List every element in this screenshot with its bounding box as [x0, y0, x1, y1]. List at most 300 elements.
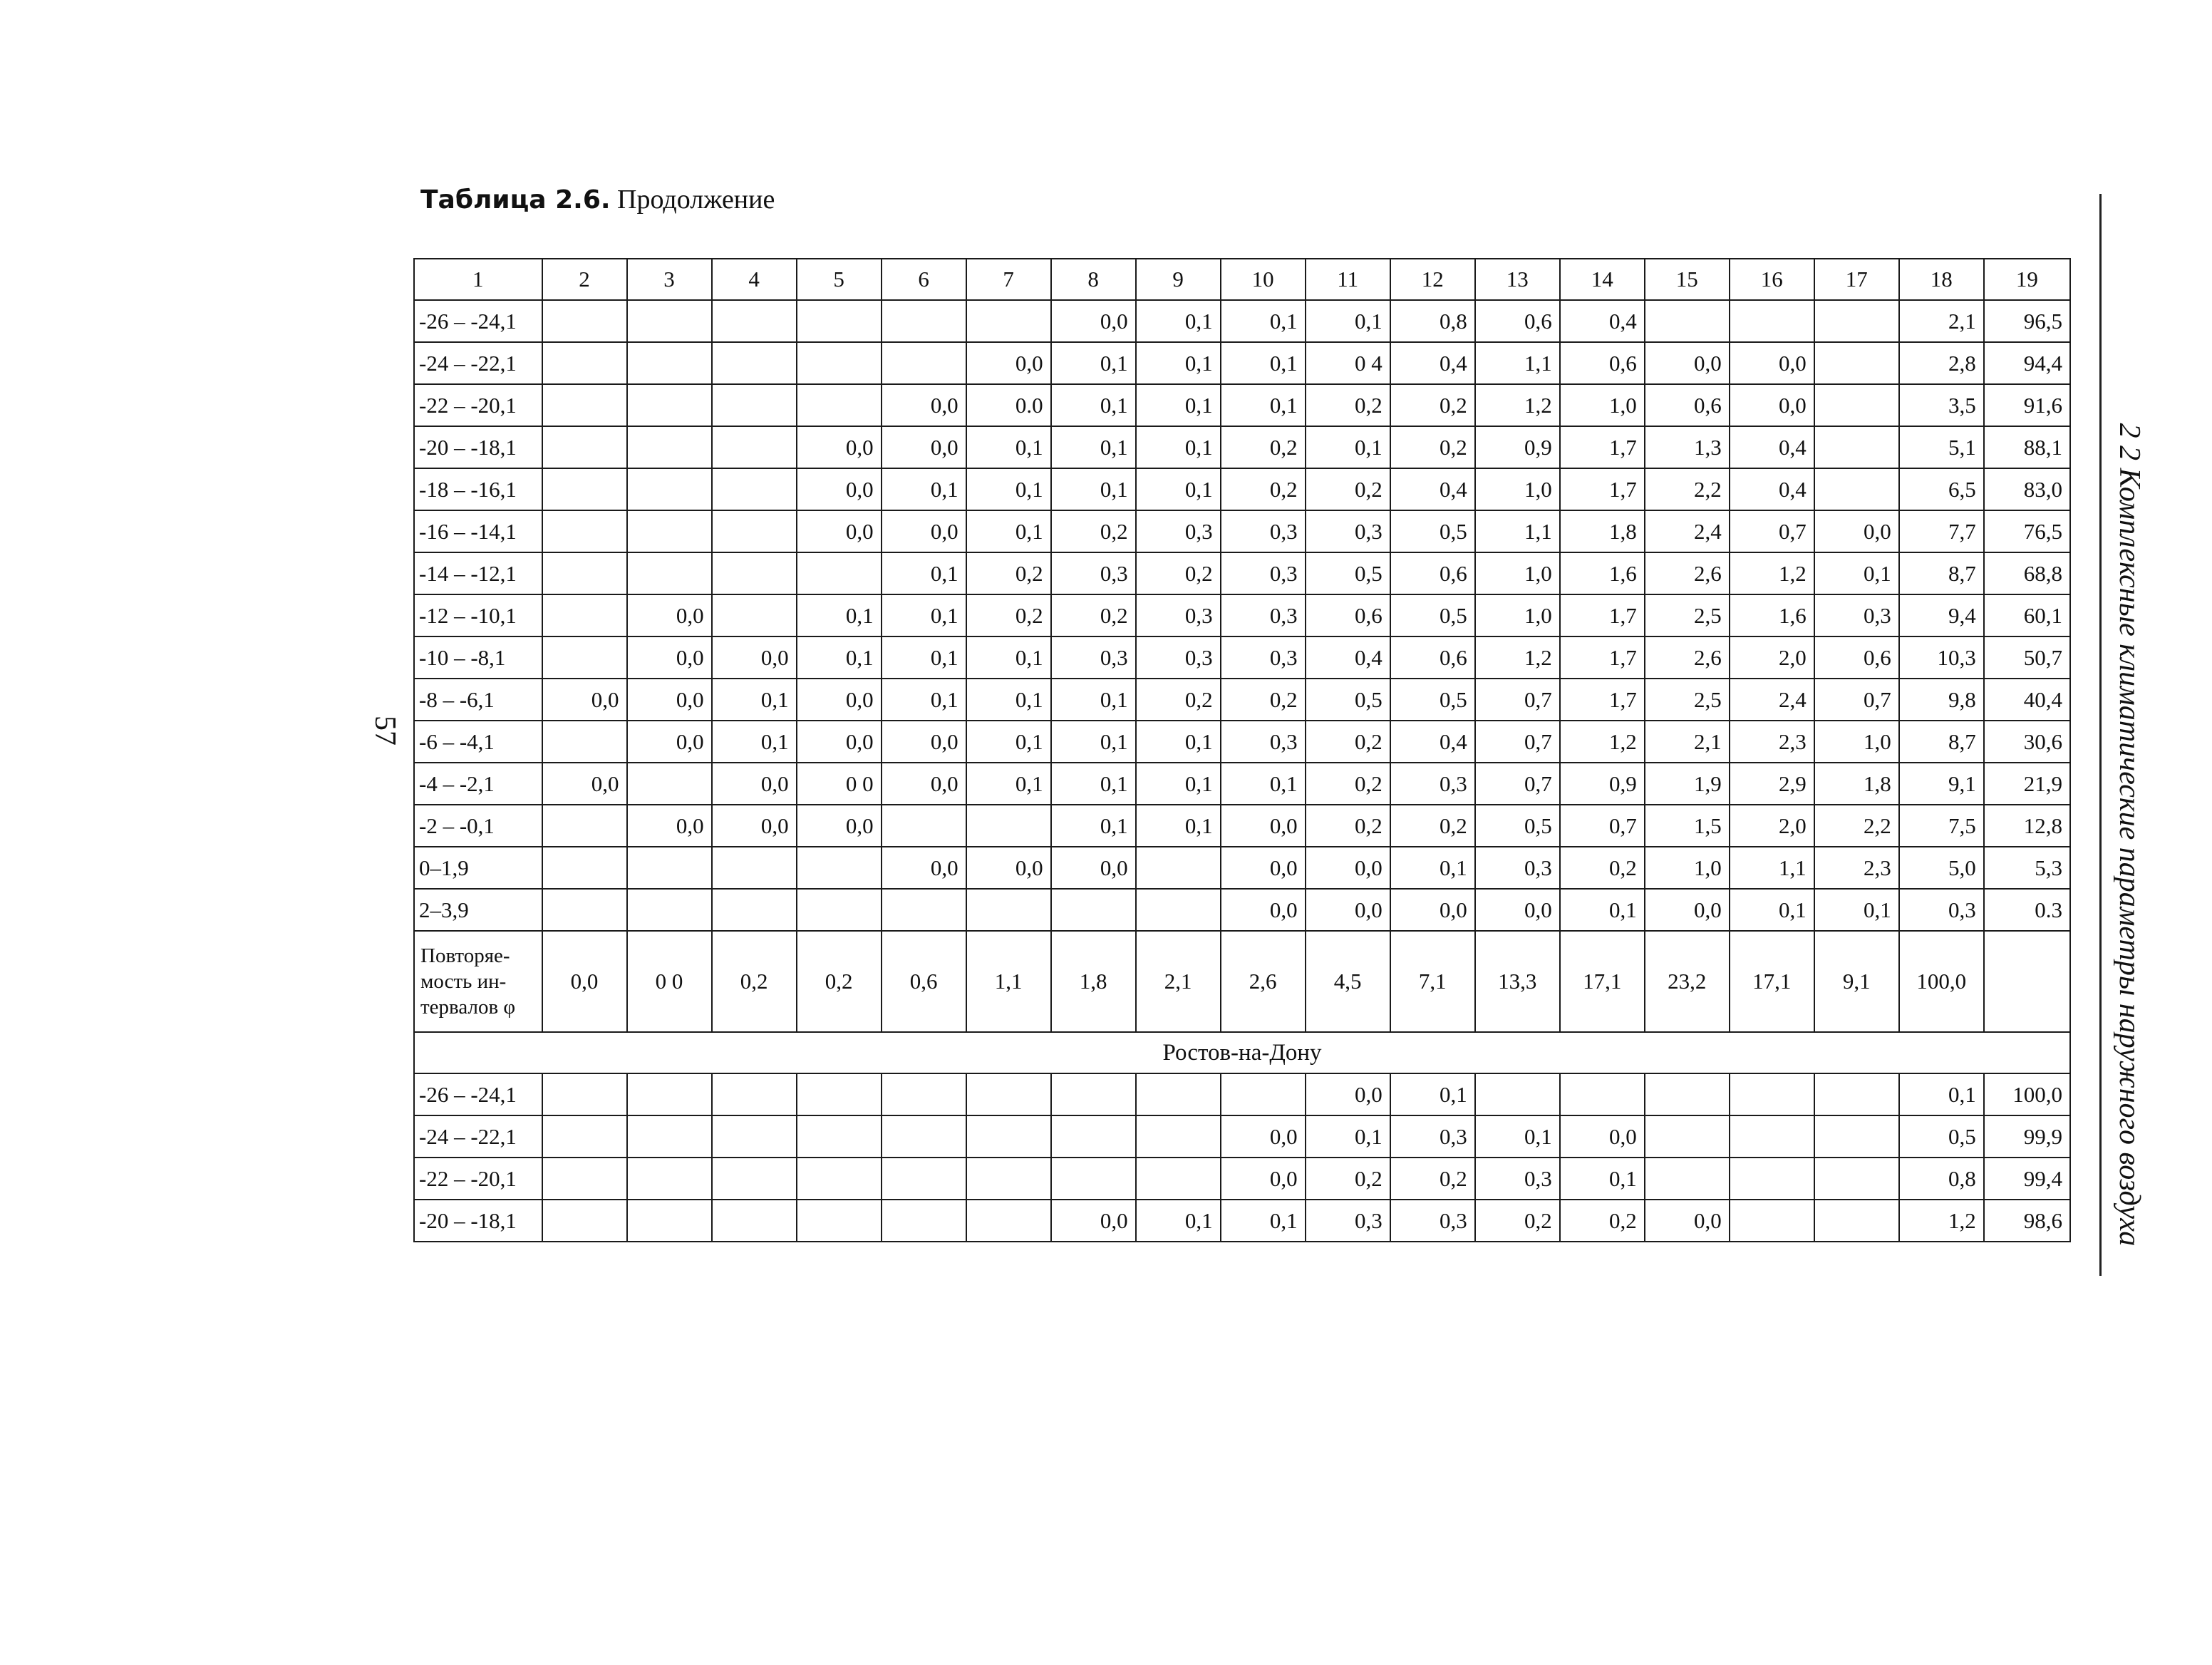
table-cell	[1730, 1115, 1814, 1158]
row-range-label: -8 – -6,1	[414, 679, 542, 721]
table-cell: 0,1	[1306, 426, 1390, 468]
table-cell	[542, 426, 627, 468]
table-cell	[1221, 1073, 1306, 1115]
table-cell: 12,8	[1984, 805, 2070, 847]
table-cell: 0,1	[882, 552, 966, 594]
column-header: 2	[542, 259, 627, 300]
table-cell: 0,3	[1136, 636, 1221, 679]
column-header: 5	[797, 259, 882, 300]
table-cell	[1560, 1073, 1645, 1115]
table-cell	[627, 1158, 712, 1200]
table-cell: 1,1	[1730, 847, 1814, 889]
table-cell: 0,6	[1390, 636, 1475, 679]
table-cell: 0,0	[882, 847, 966, 889]
running-header-text: 2 2 Комплексные климатические параметры наружного воздуха	[2113, 423, 2146, 1247]
table-cell: 7,5	[1899, 805, 1984, 847]
table-cell	[542, 1073, 627, 1115]
table-cell: 60,1	[1984, 594, 2070, 636]
table-cell: 0,3	[1221, 510, 1306, 552]
table-cell: 0,1	[1390, 847, 1475, 889]
table-row	[414, 552, 2070, 594]
column-header: 17	[1814, 259, 1899, 300]
table-cell	[712, 426, 797, 468]
table-cell: 0,0	[1560, 1115, 1645, 1158]
table-cell: 0,0	[882, 426, 966, 468]
table-cell: 0,2	[1306, 763, 1390, 805]
table-cell: 0 4	[1306, 342, 1390, 384]
table-cell: 0,1	[1814, 552, 1899, 594]
table-cell: 0,1	[1051, 763, 1136, 805]
table-cell	[882, 1200, 966, 1242]
table-cell	[627, 847, 712, 889]
table-cell: 1,0	[1560, 384, 1645, 426]
table-cell	[1645, 300, 1730, 342]
table-cell	[712, 552, 797, 594]
table-cell: 8,7	[1899, 721, 1984, 763]
table-cell: 0,2	[1136, 679, 1221, 721]
table-cell: 0,4	[1306, 636, 1390, 679]
running-header	[2108, 396, 2151, 1273]
table-cell: 0,1	[1136, 468, 1221, 510]
summary-cell: 0,2	[712, 931, 797, 1032]
table-cell: 0,1	[712, 721, 797, 763]
table-cell	[797, 1158, 882, 1200]
table-cell: 2,5	[1645, 594, 1730, 636]
table-cell: 0,1	[882, 468, 966, 510]
table-cell: 0,3	[1390, 763, 1475, 805]
table-cell: 7,7	[1899, 510, 1984, 552]
table-cell	[797, 300, 882, 342]
table-cell: 0,1	[1814, 889, 1899, 931]
table-cell: 1,7	[1560, 636, 1645, 679]
table-cell: 1,1	[1475, 342, 1560, 384]
row-range-label: -24 – -22,1	[414, 342, 542, 384]
table-row	[414, 889, 2070, 931]
table-cell: 0,1	[712, 679, 797, 721]
table-cell: 1,2	[1560, 721, 1645, 763]
table-cell	[797, 889, 882, 931]
table-cell	[1051, 1158, 1136, 1200]
table-cell	[712, 889, 797, 931]
table-cell: 0,1	[966, 636, 1051, 679]
table-cell: 0,4	[1560, 300, 1645, 342]
row-range-label: -16 – -14,1	[414, 510, 542, 552]
table-cell	[712, 468, 797, 510]
table-cell: 0,1	[966, 679, 1051, 721]
table-cell: 0,1	[1136, 805, 1221, 847]
table-cell	[1814, 468, 1899, 510]
table-cell	[797, 847, 882, 889]
caption-table-number: Таблица 2.6.	[420, 185, 611, 215]
table-cell	[1814, 1158, 1899, 1200]
table-cell: 0,5	[1390, 594, 1475, 636]
table-cell: 1,6	[1560, 552, 1645, 594]
table-cell	[882, 1073, 966, 1115]
table-cell: 0,2	[1306, 721, 1390, 763]
table-cell: 0,1	[882, 594, 966, 636]
table-cell	[627, 763, 712, 805]
table-cell: 0,5	[1306, 552, 1390, 594]
table-row	[414, 300, 2070, 342]
table-cell: 0,0	[1730, 384, 1814, 426]
table-cell: 0,0	[966, 847, 1051, 889]
table-cell: 0,0	[882, 763, 966, 805]
table-cell: 0,8	[1390, 300, 1475, 342]
table-cell: 0,1	[882, 679, 966, 721]
table-cell: 0,3	[1051, 552, 1136, 594]
table-cell: 88,1	[1984, 426, 2070, 468]
table-cell: 0,6	[1390, 552, 1475, 594]
summary-cell: 9,1	[1814, 931, 1899, 1032]
table-cell: 1,0	[1475, 468, 1560, 510]
table-cell: 0,2	[966, 552, 1051, 594]
table-cell: 0,1	[966, 721, 1051, 763]
table-cell: 0,0	[1051, 847, 1136, 889]
table-cell: 0,4	[1730, 426, 1814, 468]
table-cell: 6,5	[1899, 468, 1984, 510]
table-cell: 0,3	[1136, 594, 1221, 636]
table-cell: 0,3	[1475, 1158, 1560, 1200]
table-cell: 0,2	[1221, 679, 1306, 721]
column-header: 8	[1051, 259, 1136, 300]
table-cell	[882, 300, 966, 342]
table-cell: 0,0	[1390, 889, 1475, 931]
table-cell: 0,1	[1051, 679, 1136, 721]
table-cell: 2,2	[1645, 468, 1730, 510]
table-cell: 0,1	[1136, 426, 1221, 468]
table-cell: 2,1	[1899, 300, 1984, 342]
table-cell: 99,9	[1984, 1115, 2070, 1158]
table-cell	[712, 1073, 797, 1115]
table-cell: 0,1	[1390, 1073, 1475, 1115]
table-cell: 2,5	[1645, 679, 1730, 721]
table-cell	[882, 805, 966, 847]
row-range-label: 2–3,9	[414, 889, 542, 931]
table-cell	[1814, 300, 1899, 342]
column-header: 14	[1560, 259, 1645, 300]
summary-cell: 0 0	[627, 931, 712, 1032]
table-cell: 0,2	[1221, 468, 1306, 510]
table-cell	[797, 384, 882, 426]
table-cell: 0,2	[1560, 847, 1645, 889]
table-cell: 0,0	[627, 805, 712, 847]
table-cell: 1,2	[1899, 1200, 1984, 1242]
table-cell: 0,5	[1899, 1115, 1984, 1158]
table-cell: 68,8	[1984, 552, 2070, 594]
table-cell	[966, 1200, 1051, 1242]
table-cell: 0,1	[1560, 889, 1645, 931]
table-cell	[712, 1158, 797, 1200]
table-cell: 2,3	[1814, 847, 1899, 889]
table-row	[414, 763, 2070, 805]
summary-cell: 4,5	[1306, 931, 1390, 1032]
table-cell: 2,1	[1645, 721, 1730, 763]
table-cell: 0,1	[1051, 342, 1136, 384]
table-cell: 0,3	[1814, 594, 1899, 636]
table-cell: 0,1	[1051, 805, 1136, 847]
table-cell	[542, 594, 627, 636]
table-cell: 0,0	[1475, 889, 1560, 931]
table-cell: 0,0	[542, 763, 627, 805]
table-cell	[627, 1115, 712, 1158]
summary-cell: 100,0	[1899, 931, 1984, 1032]
table-cell: 1,8	[1560, 510, 1645, 552]
table-cell	[542, 1200, 627, 1242]
table-cell	[1645, 1115, 1730, 1158]
table-cell: 3,5	[1899, 384, 1984, 426]
table-cell: 0,0	[1221, 1158, 1306, 1200]
data-table	[413, 258, 2071, 1242]
table-cell: 1,6	[1730, 594, 1814, 636]
table-cell: 0,2	[1051, 510, 1136, 552]
table-cell: 2,6	[1645, 636, 1730, 679]
table-cell: 0,1	[1051, 468, 1136, 510]
table-cell: 2,4	[1645, 510, 1730, 552]
column-header: 7	[966, 259, 1051, 300]
table-cell: 21,9	[1984, 763, 2070, 805]
table-cell	[797, 1200, 882, 1242]
table-cell	[542, 721, 627, 763]
table-cell: 0 0	[797, 763, 882, 805]
table-cell	[1730, 1073, 1814, 1115]
table-cell	[882, 889, 966, 931]
summary-cell: 0,6	[882, 931, 966, 1032]
table-row	[414, 847, 2070, 889]
table-cell: 0,2	[1306, 805, 1390, 847]
table-cell: 0,0	[712, 636, 797, 679]
table-row	[414, 426, 2070, 468]
table-cell	[712, 342, 797, 384]
table-cell: 0,0	[712, 805, 797, 847]
table-cell: 0,0	[627, 679, 712, 721]
table-cell: 0,3	[1221, 721, 1306, 763]
summary-cell: 23,2	[1645, 931, 1730, 1032]
table-cell: 0,0	[1306, 889, 1390, 931]
table-cell: 83,0	[1984, 468, 2070, 510]
row-range-label: -22 – -20,1	[414, 384, 542, 426]
table-cell	[797, 1115, 882, 1158]
table-cell	[797, 342, 882, 384]
table-cell: 0,0	[797, 805, 882, 847]
table-cell	[966, 1073, 1051, 1115]
summary-cell: 2,1	[1136, 931, 1221, 1032]
table-cell: 0,5	[1306, 679, 1390, 721]
table-cell	[1730, 1158, 1814, 1200]
table-cell	[1645, 1158, 1730, 1200]
table-cell: 2,2	[1814, 805, 1899, 847]
table-cell: 1,7	[1560, 594, 1645, 636]
city-name: Ростов-на-Дону	[414, 1032, 2070, 1073]
table-cell: 0,1	[1221, 342, 1306, 384]
table-row	[414, 384, 2070, 426]
table-cell: 0,1	[1306, 1115, 1390, 1158]
table-cell	[966, 1115, 1051, 1158]
caption-continuation: Продолжение	[610, 185, 775, 215]
table-cell: 0,6	[1560, 342, 1645, 384]
table-cell: 0,7	[1730, 510, 1814, 552]
row-range-label: -4 – -2,1	[414, 763, 542, 805]
table-cell	[1475, 1073, 1560, 1115]
table-cell	[712, 510, 797, 552]
table-cell: 0,3	[1221, 552, 1306, 594]
table-cell: 0,0	[882, 384, 966, 426]
table-cell	[966, 1158, 1051, 1200]
column-header: 13	[1475, 259, 1560, 300]
table-cell	[1136, 1073, 1221, 1115]
row-range-label: -20 – -18,1	[414, 1200, 542, 1242]
table-cell	[1136, 847, 1221, 889]
table-cell	[542, 468, 627, 510]
table-cell	[966, 805, 1051, 847]
table-cell: 0,1	[1899, 1073, 1984, 1115]
table-cell: 0,1	[1475, 1115, 1560, 1158]
column-header: 12	[1390, 259, 1475, 300]
table-cell: 1,2	[1730, 552, 1814, 594]
table-cell	[1136, 1115, 1221, 1158]
table-cell	[1814, 1200, 1899, 1242]
table-cell: 0,0	[797, 468, 882, 510]
table-cell: 10,3	[1899, 636, 1984, 679]
table-cell: 0,1	[1051, 426, 1136, 468]
table-cell: 0,0	[797, 721, 882, 763]
table-cell: 0,3	[1390, 1115, 1475, 1158]
table-row	[414, 1115, 2070, 1158]
table-cell: 0,2	[1051, 594, 1136, 636]
table-cell: 0,3	[1390, 1200, 1475, 1242]
table-cell	[627, 300, 712, 342]
table-cell: 0,6	[1475, 300, 1560, 342]
table-cell: 0,1	[1221, 1200, 1306, 1242]
table-cell: 40,4	[1984, 679, 2070, 721]
table-cell: 0,1	[882, 636, 966, 679]
table-cell: 100,0	[1984, 1073, 2070, 1115]
table-cell: 0,1	[966, 426, 1051, 468]
table-cell: 0,1	[966, 510, 1051, 552]
table-row	[414, 679, 2070, 721]
table-cell	[542, 636, 627, 679]
column-header: 16	[1730, 259, 1814, 300]
table-cell: 1,7	[1560, 679, 1645, 721]
table-cell: 1,1	[1475, 510, 1560, 552]
table-cell: 1,8	[1814, 763, 1899, 805]
table-cell	[1136, 1158, 1221, 1200]
row-range-label: -2 – -0,1	[414, 805, 542, 847]
summary-cell: 13,3	[1475, 931, 1560, 1032]
table-cell: 0,2	[1390, 1158, 1475, 1200]
table-cell	[1814, 384, 1899, 426]
table-cell: 0,0	[1221, 889, 1306, 931]
table-cell	[1051, 889, 1136, 931]
table-cell	[1051, 1115, 1136, 1158]
table-cell: 5,1	[1899, 426, 1984, 468]
table-cell: 0,1	[797, 594, 882, 636]
table-cell: 0,1	[1730, 889, 1814, 931]
table-cell: 1,7	[1560, 468, 1645, 510]
summary-cell: 7,1	[1390, 931, 1475, 1032]
table-cell: 0,2	[1221, 426, 1306, 468]
table-cell: 1,2	[1475, 636, 1560, 679]
table-row	[414, 510, 2070, 552]
table-cell: 0,1	[797, 636, 882, 679]
table-cell: 9,4	[1899, 594, 1984, 636]
table-cell	[882, 342, 966, 384]
table-cell: 0,0	[966, 342, 1051, 384]
table-cell: 0,0	[627, 636, 712, 679]
row-range-label: 0–1,9	[414, 847, 542, 889]
table-cell: 2,6	[1645, 552, 1730, 594]
table-cell: 0,4	[1390, 468, 1475, 510]
table-cell: 0,3	[1899, 889, 1984, 931]
table-cell: 0,1	[1221, 300, 1306, 342]
table-cell: 30,6	[1984, 721, 2070, 763]
table-cell: 94,4	[1984, 342, 2070, 384]
table-cell: 0,2	[1306, 384, 1390, 426]
table-cell: 1,0	[1814, 721, 1899, 763]
table-cell: 0,0	[627, 594, 712, 636]
table-cell: 0,1	[1051, 384, 1136, 426]
table-cell: 1,0	[1645, 847, 1730, 889]
table-cell	[627, 342, 712, 384]
column-header: 19	[1984, 259, 2070, 300]
table-cell: 91,6	[1984, 384, 2070, 426]
table-cell: 0,0	[882, 510, 966, 552]
table-cell: 99,4	[1984, 1158, 2070, 1200]
page-number: 57	[368, 716, 401, 746]
table-cell: 2,9	[1730, 763, 1814, 805]
row-range-label: -24 – -22,1	[414, 1115, 542, 1158]
table-cell: 0,6	[1814, 636, 1899, 679]
column-header: 6	[882, 259, 966, 300]
table-cell	[1136, 889, 1221, 931]
table-cell: 0,4	[1390, 342, 1475, 384]
table-cell: 0,1	[1136, 342, 1221, 384]
table-cell	[627, 1200, 712, 1242]
row-range-label: -26 – -24,1	[414, 300, 542, 342]
row-range-label: -10 – -8,1	[414, 636, 542, 679]
table-cell	[1814, 342, 1899, 384]
table-cell: 96,5	[1984, 300, 2070, 342]
table-cell: 0,3	[1475, 847, 1560, 889]
table-cell	[627, 468, 712, 510]
table-cell: 0,3	[1051, 636, 1136, 679]
table-cell: 0,0	[1645, 889, 1730, 931]
column-header: 10	[1221, 259, 1306, 300]
table-cell: 9,8	[1899, 679, 1984, 721]
table-cell: 5,0	[1899, 847, 1984, 889]
table-cell: 1,9	[1645, 763, 1730, 805]
table-cell: 0,0	[542, 679, 627, 721]
table-cell	[627, 384, 712, 426]
summary-cell: 17,1	[1730, 931, 1814, 1032]
table-cell	[627, 889, 712, 931]
table-cell: 0,5	[1390, 510, 1475, 552]
table-cell: 0,0	[1051, 300, 1136, 342]
column-header: 11	[1306, 259, 1390, 300]
table-cell: 0,3	[1306, 1200, 1390, 1242]
column-header: 15	[1645, 259, 1730, 300]
column-header: 4	[712, 259, 797, 300]
summary-label: Повторяе-мость ин-тервалов φ	[414, 931, 542, 1032]
column-header: 18	[1899, 259, 1984, 300]
table-cell: 0.0	[966, 384, 1051, 426]
table-row	[414, 594, 2070, 636]
table-cell: 0,0	[1645, 1200, 1730, 1242]
table-cell: 5,3	[1984, 847, 2070, 889]
table-cell: 0,2	[966, 594, 1051, 636]
table-cell	[542, 510, 627, 552]
summary-cell	[1984, 931, 2070, 1032]
table-cell	[1051, 1073, 1136, 1115]
